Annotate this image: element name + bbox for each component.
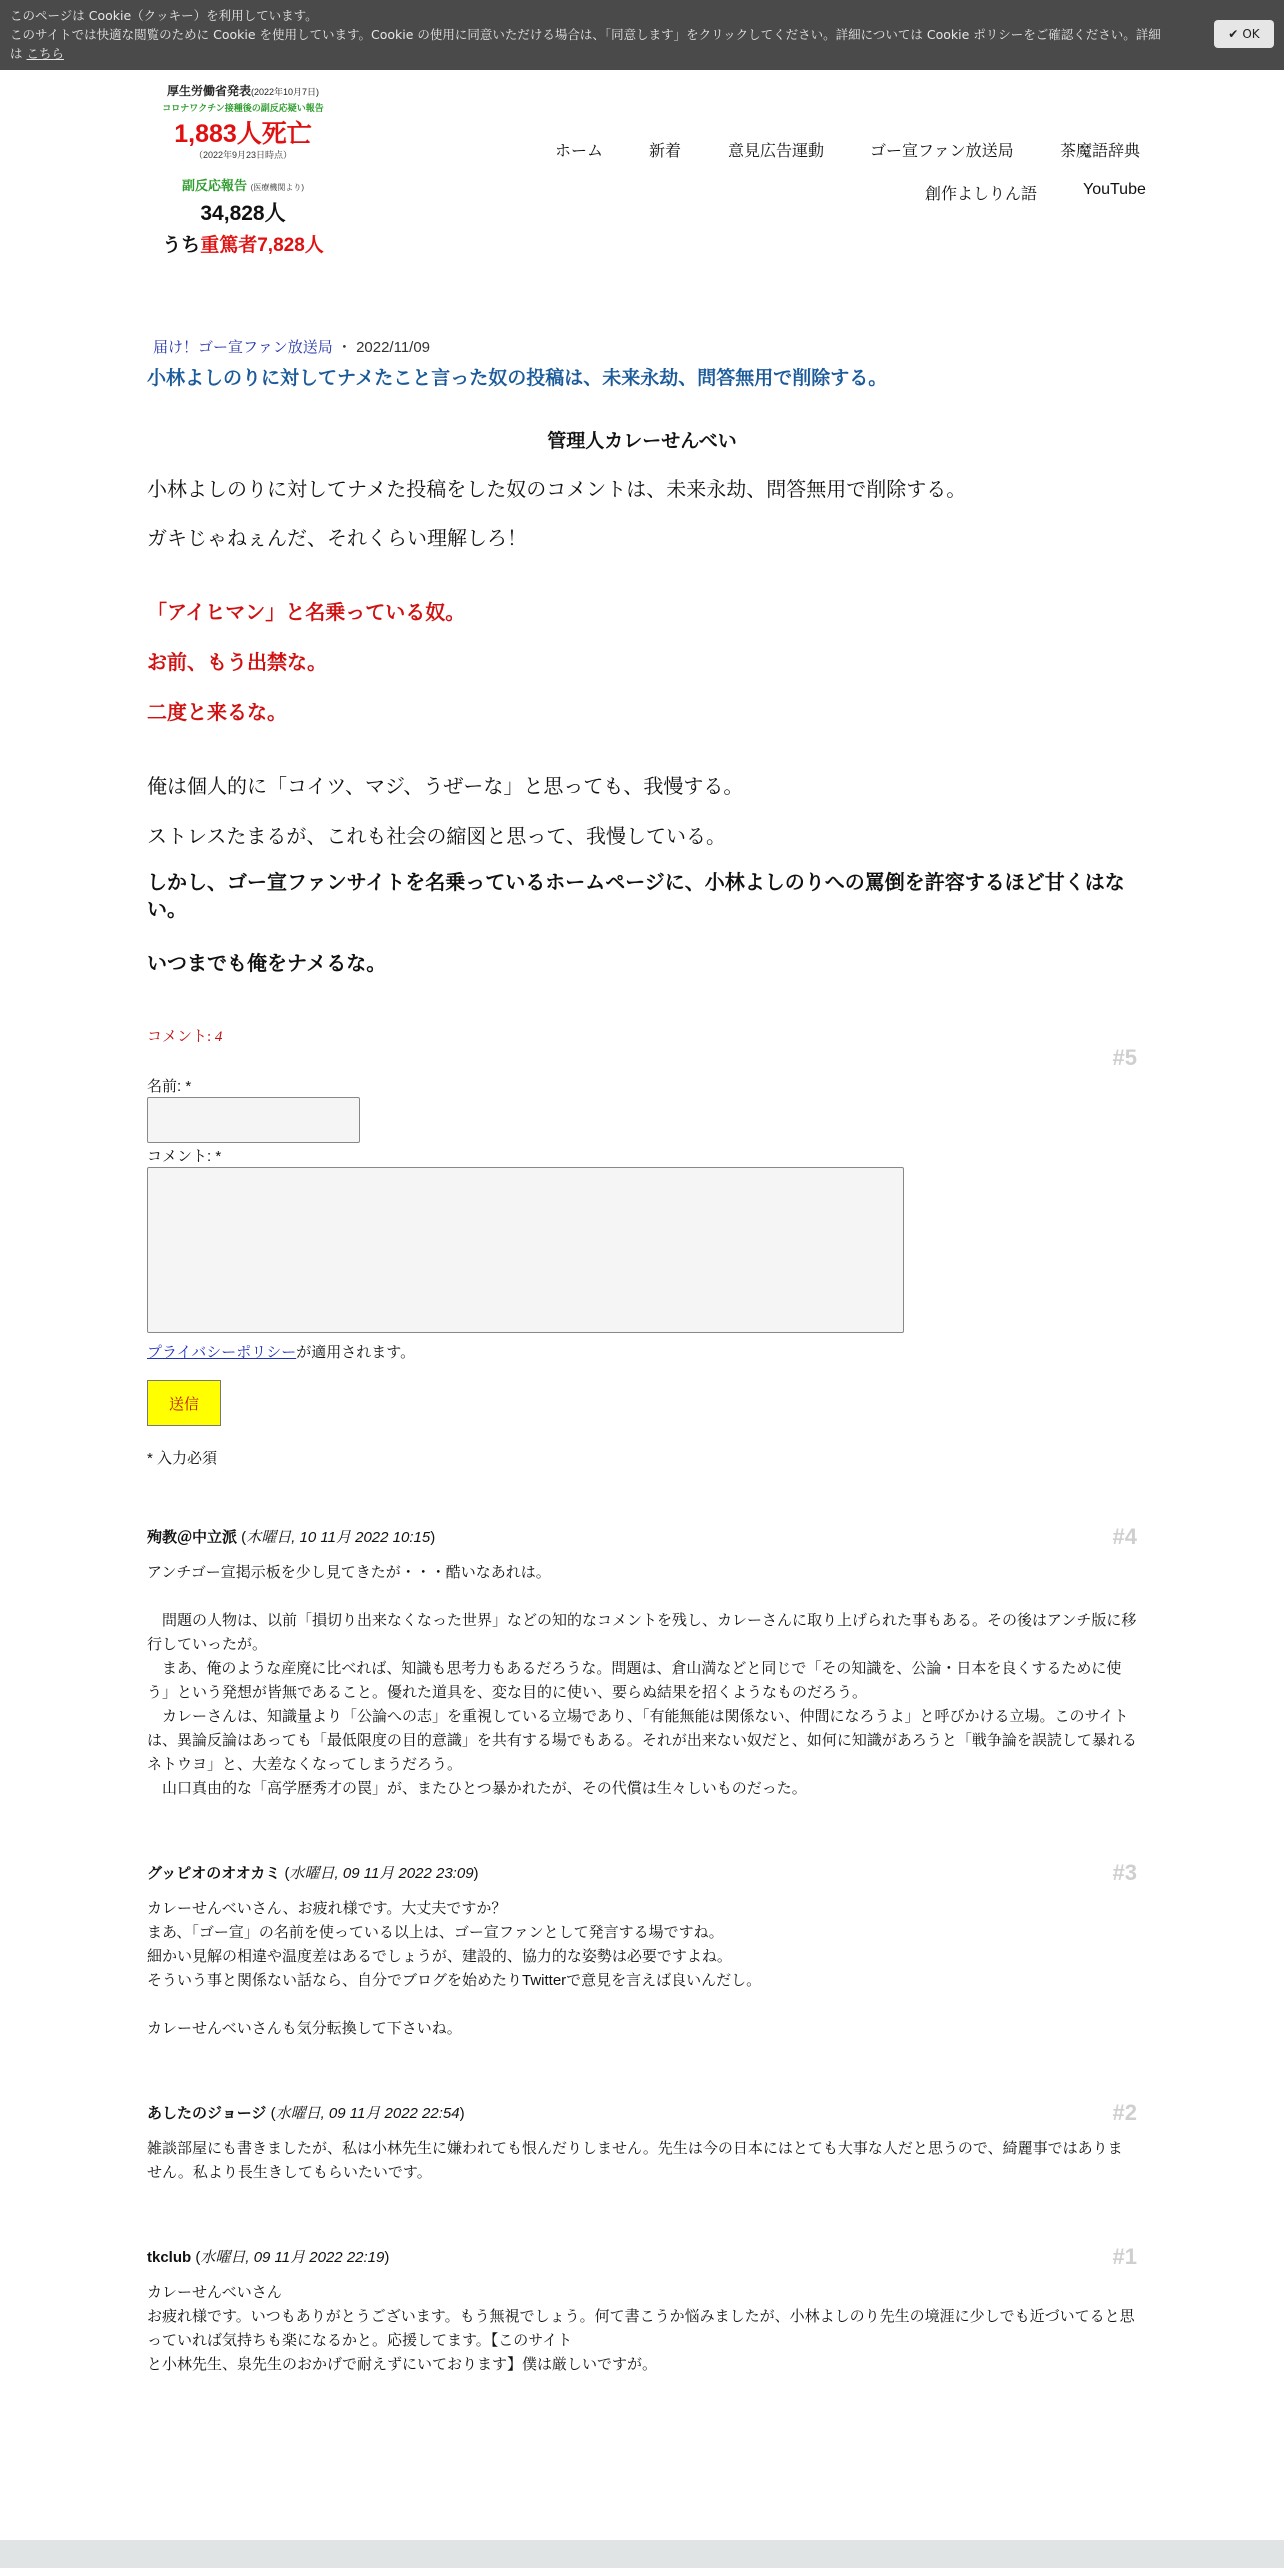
comment-body: カレーせんべいさん、お疲れ様です。大丈夫ですか？ まあ、「ゴー宣」の名前を使っている以上は、ゴー宣ファンとして発言する場ですね。 細かい見解の相違や温度差はあるでしょうが、建設的、協力的な姿勢は必要ですよね。 そういう事と関係ない話なら、自分でブログを始めたりTwitterで意見を言えば良いんだし。 カレーせんべいさんも気分転換して下さいね。	[147, 1900, 762, 2037]
post-paragraph: ストレスたまるが、これも社会の縮図と思って、我慢している。	[147, 826, 726, 848]
nav-creative[interactable]: 創作よしりん語	[925, 186, 1038, 203]
post-paragraph: 小林よしのりに対してナメた投稿をした奴のコメントは、未来永劫、問答無用で削除する。	[147, 479, 967, 501]
post-category-link[interactable]: 届け！ゴー宣ファン放送局	[153, 339, 333, 356]
logo-subtitle: コロナワクチン接種後の副反応疑い報告	[162, 103, 324, 113]
comment-anchor[interactable]: #3	[1112, 1860, 1137, 1885]
post-paragraph: 俺は個人的に「コイツ、マジ、うぜーな」と思っても、我慢する。	[147, 776, 744, 798]
comment-anchor[interactable]: #4	[1112, 1524, 1137, 1549]
privacy-note: プライバシーポリシーが適用されます。	[147, 1344, 416, 1361]
cookie-banner	[0, 0, 1284, 70]
check-icon: ✔	[1228, 26, 1239, 41]
post-body	[147, 470, 1137, 990]
post-paragraph: 二度と来るな。	[147, 702, 287, 724]
required-note: * 入力必須	[147, 1450, 218, 1467]
post-meta	[153, 336, 1137, 357]
comment-anchor[interactable]: #2	[1112, 2100, 1137, 2125]
comment-item	[147, 2246, 1137, 2377]
comment-header: 殉教＠中立派 (木曜日, 10 11月 2022 10:15)	[147, 1529, 436, 1546]
name-input[interactable]	[147, 1097, 360, 1143]
post-author: 管理人カレーせんべい	[547, 431, 737, 452]
post-paragraph: ガキじゃねぇんだ、それくらい理解しろ！	[147, 528, 527, 550]
cookie-details-link[interactable]: こちら	[26, 46, 65, 61]
nav-youtube[interactable]: YouTube	[1083, 181, 1146, 198]
comment-count: コメント: 4	[147, 1029, 223, 1045]
comment-header: あしたのジョージ (水曜日, 09 11月 2022 22:54)	[147, 2105, 465, 2122]
logo-source: 厚生労働省発表(2022年10月7日)	[166, 84, 320, 98]
meta-separator: ・	[336, 339, 352, 356]
name-label: 名前: *	[147, 1078, 192, 1095]
post-paragraph: 「アイヒマン」と名乗っている奴。	[147, 602, 466, 624]
post-paragraph: お前、もう出禁な。	[147, 652, 327, 674]
comment-header: tkclub (水曜日, 09 11月 2022 22:19)	[147, 2249, 390, 2266]
logo-severe: うち重篤者7,828人	[162, 235, 324, 256]
comment-body: アンチゴー宣掲示板を少し見てきたが・・・酷いなあれは。 問題の人物は、以前「損切り出来なくなった世界」などの知的なコメントを残し、カレーさんに取り上げられた事もある。その後はアンチ版に移行していったが。 まあ、俺のような産廃に比べれば、知識も思考力もあるだろうな。問題は、倉山満などと同じで「その知識を、公論・日本を良くするために使う」という発想が皆無であること。優れた道具を、変な目的に使い、要らぬ結果を招くようなものだろう。 カレーさんは、知識量より「公論への志」を重視している立場であり、「有能無能は関係ない、仲間になろうよ」と呼びかける立場。このサイトは、異論反論はあっても「最低限度の目的意識」を共有する場でもある。それが出来ない奴だと、如何に知識があろうと「戦争論を誤読して暴れるネトウヨ」と、大差なくなってしまうだろう。 山口真由的な「高学歴秀才の罠」が、またひとつ暴かれたが、その代償は生々しいものだった。	[147, 1564, 1137, 1797]
comment-label: コメント: *	[147, 1148, 222, 1165]
logo-deaths-date: （2022年9月23日時点）	[193, 150, 293, 160]
logo-side-label: 副反応報告 (医療機関より)	[182, 178, 304, 193]
submit-button[interactable]: 送信	[147, 1380, 221, 1426]
nav-home[interactable]: ホーム	[555, 143, 604, 160]
cookie-ok-button[interactable]	[1214, 20, 1274, 48]
nav-new[interactable]: 新着	[649, 143, 682, 160]
nav-dictionary[interactable]: 茶魔語辞典	[1060, 143, 1141, 160]
comment-item	[147, 1862, 1137, 2041]
post-paragraph: しかし、ゴー宣ファンサイトを名乗っているホームページに、小林よしのりへの罵倒を許容するほど甘くはない。	[147, 872, 1125, 921]
comment-body: 雑談部屋にも書きましたが、私は小林先生に嫌われても恨んだりしません。先生は今の日本にはとても大事な人だと思うので、綺麗事ではありません。私より長生きしてもらいたいです。	[147, 2140, 1123, 2181]
post-title: 小林よしのりに対してナメたこと言った奴の投稿は、未来永劫、問答無用で削除する。	[147, 368, 888, 389]
comment-item	[147, 2102, 1137, 2185]
cookie-title: このページは Cookie（クッキー）を利用しています。	[10, 8, 318, 23]
cookie-ok-label: OK	[1242, 26, 1260, 41]
nav-broadcast[interactable]: ゴー宣ファン放送局	[870, 143, 1014, 160]
post-date: 2022/11/09	[356, 339, 431, 356]
comment-anchor[interactable]: #1	[1112, 2244, 1137, 2269]
site-logo-banner[interactable]	[148, 82, 338, 262]
comment-body: カレーせんべいさん お疲れ様です。いつもありがとうございます。もう無視でしょう。何て書こうか悩みましたが、小林よしのり先生の境涯に少しでも近づいてると思っていれば気持ちも楽になるかと。応援してます。【このサイト と小林先生、泉先生のおかげで耐えずにいております】僕は厳しいですが。	[147, 2284, 1135, 2373]
comment-anchor[interactable]: #5	[1112, 1045, 1137, 1070]
post-header	[147, 336, 1137, 453]
post-paragraph: いつまでも俺をナメるな。	[147, 953, 387, 975]
footer-bar	[0, 2540, 1284, 2568]
nav-opinion-ad[interactable]: 意見広告運動	[728, 143, 825, 160]
comment-textarea[interactable]	[147, 1167, 904, 1333]
cookie-text: このサイトでは快適な閲覧のために Cookie を使用しています。Cookie の使用に同意いただける場合は、「同意します」をクリックしてください。詳細については Cookie ポリシーをご確認ください。詳細は こちら	[10, 27, 1161, 61]
comment-item	[147, 1526, 1137, 1801]
comment-header: グッピオのオオカミ (水曜日, 09 11月 2022 23:09)	[147, 1865, 479, 1882]
logo-deaths: 1,883人死亡	[174, 120, 312, 148]
privacy-policy-link[interactable]: プライバシーポリシー	[147, 1344, 297, 1361]
comment-form	[147, 1025, 1137, 1475]
logo-reports: 34,828人	[200, 202, 286, 225]
